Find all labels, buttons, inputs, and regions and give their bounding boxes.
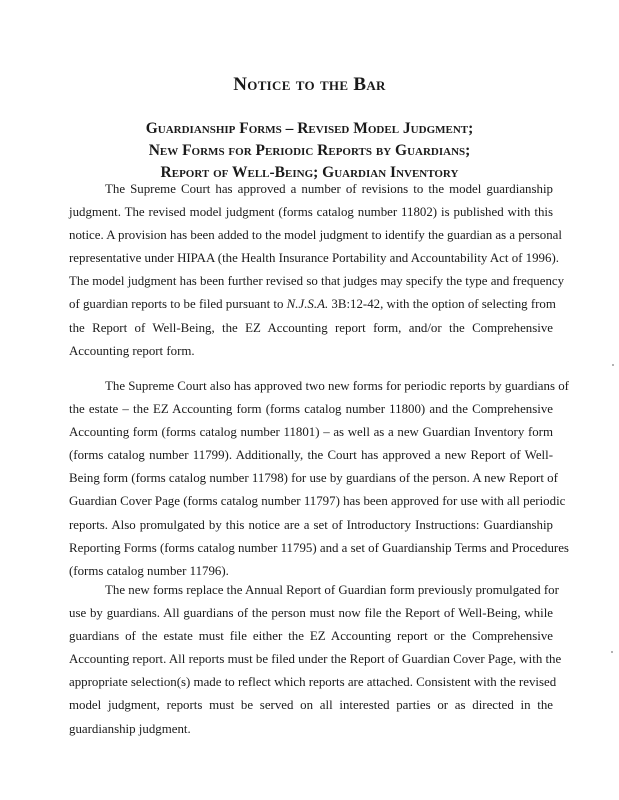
paragraph-line: the Report of Well-Being, the EZ Accounting report form, and/or the Comprehensive <box>69 320 553 335</box>
paragraph-line-statute: of guardian reports to be filed pursuant to N.J.S.A. 3B:12-42, with the option of selecting from <box>69 297 556 312</box>
paragraph-line: The Supreme Court also has approved two new forms for periodic reports by guardians of <box>105 379 569 393</box>
paragraph-line: The Supreme Court has approved a number of revisions to the model guardianship <box>105 182 553 196</box>
scan-speck <box>611 651 613 653</box>
paragraph-line: reports. Also promulgated by this notice are a set of Introductory Instructions: Guardianship <box>69 517 553 532</box>
page-title: Notice to the Bar <box>233 74 386 95</box>
paragraph-new-forms <box>69 375 569 583</box>
paragraph-line: Guardian Cover Page (forms catalog number 11797) has been approved for use with all periodic <box>69 494 566 509</box>
subtitle-line: Guardianship Forms – Revised Model Judgment; <box>145 120 474 137</box>
paragraph-line: The new forms replace the Annual Report of Guardian form previously promulgated for <box>105 583 559 597</box>
paragraph-line: Accounting form (forms catalog number 11801) – as well as a new Guardian Inventory form <box>69 425 553 440</box>
paragraph-line: representative under HIPAA (the Health Insurance Portability and Accountability Act of 1996). <box>69 251 559 266</box>
subtitle-line: Report of Well-Being; Guardian Inventory <box>160 164 459 181</box>
paragraph-line: (forms catalog number 11796). <box>69 563 229 578</box>
paragraph-line: notice. A provision has been added to the model judgment to identify the guardian as a personal <box>69 228 562 243</box>
paragraph-line: the estate – the EZ Accounting form (forms catalog number 11800) and the Comprehensive <box>69 402 553 417</box>
paragraph-line: model judgment, reports must be served on all interested parties or as directed in the <box>69 698 553 713</box>
statute-citation: N.J.S.A. <box>286 297 329 312</box>
paragraph-line: guardianship judgment. <box>69 721 191 736</box>
paragraph-line: Accounting report form. <box>69 343 195 358</box>
subtitle-line: New Forms for Periodic Reports by Guardians; <box>148 142 471 159</box>
page-subtitle <box>60 118 559 184</box>
paragraph-line: Being form (forms catalog number 11798) for use by guardians of the person. A new Report of <box>69 471 558 486</box>
paragraph-line: The model judgment has been further revised so that judges may specify the type and frequency <box>69 274 565 289</box>
paragraph-line: guardians of the estate must file either the EZ Accounting report or the Comprehensive <box>69 629 553 644</box>
paragraph-replacement <box>69 579 562 741</box>
paragraph-line: judgment. The revised model judgment (forms catalog number 11802) is published with this <box>69 205 553 220</box>
paragraph-line: (forms catalog number 11799). Additionally, the Court has approved a new Report of Well- <box>69 448 553 463</box>
paragraph-revisions <box>69 178 565 363</box>
paragraph-line: use by guardians. All guardians of the person must now file the Report of Well-Being, while <box>69 606 553 621</box>
paragraph-line: Accounting report. All reports must be filed under the Report of Guardian Cover Page, with the <box>69 652 562 667</box>
paragraph-line: Reporting Forms (forms catalog number 11795) and a set of Guardianship Terms and Procedures <box>69 540 569 555</box>
paragraph-line: appropriate selection(s) made to reflect which reports are attached. Consistent with the revised <box>69 675 557 690</box>
scan-speck <box>612 364 614 366</box>
